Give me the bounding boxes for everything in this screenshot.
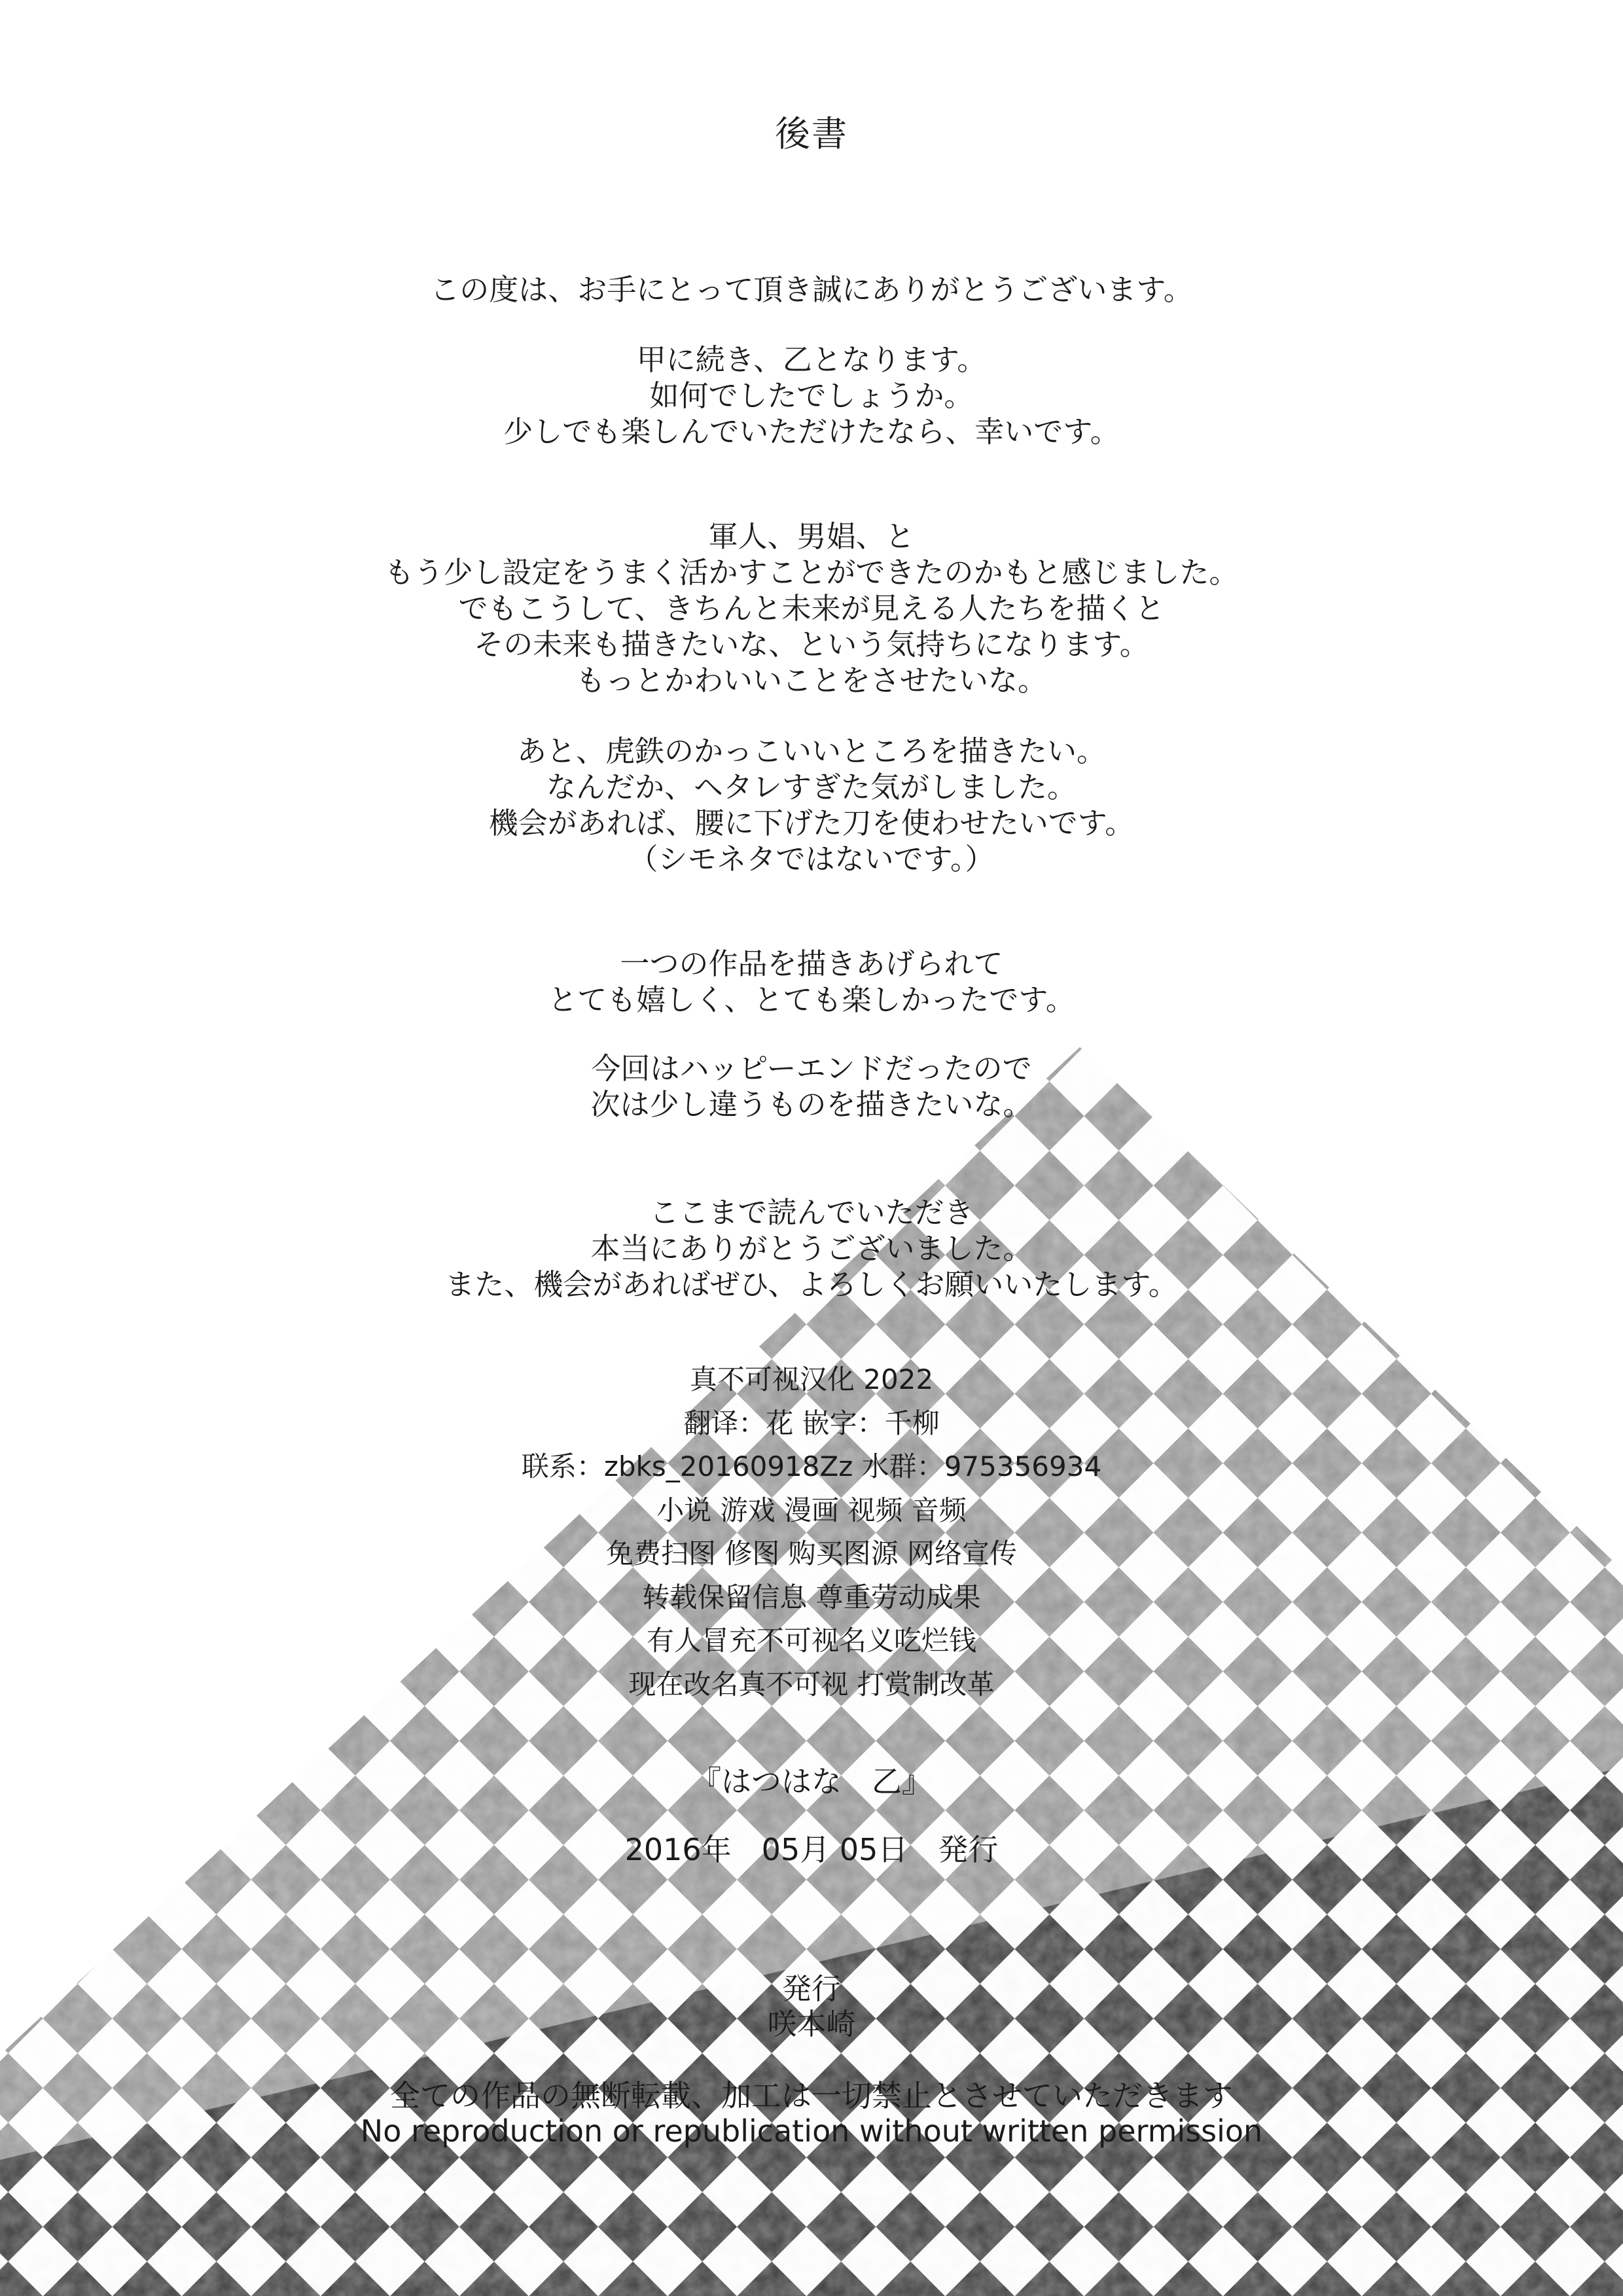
paragraph-thanks <box>0 1194 1623 1302</box>
text-line: なんだか、ヘタレすぎた気がしました。 <box>546 770 1077 804</box>
text-line: 機会があれば、腰に下げた刀を使わせたいです。 <box>488 806 1135 840</box>
text-line: その未来も描きたいな、という気持ちになります。 <box>474 627 1149 662</box>
publisher-name: 咲本崎 <box>767 2007 856 2041</box>
credit-line: 小说 游戏 漫画 视频 音频 <box>656 1494 967 1526</box>
text-line: もっとかわいいことをさせたいな。 <box>575 663 1047 698</box>
text-line: 少しでも楽しんでいただけたなら、幸いです。 <box>503 414 1120 449</box>
text-line: もう少し設定をうまく活かすことができたのかもと感じました。 <box>384 555 1239 590</box>
text-line: 次は少し違うものを描きたいな。 <box>590 1087 1033 1122</box>
translation-credits <box>0 1358 1623 1706</box>
publisher-label: 発行 <box>781 1971 841 2006</box>
text-line: 一つの作品を描きあげられて <box>620 946 1003 981</box>
text-line: 如何でしたでしょうか。 <box>649 378 974 413</box>
copyright-notice <box>0 2078 1623 2149</box>
text-line: でもこうして、きちんと未来が見える人たちを描くと <box>458 591 1165 626</box>
credit-line: 联系：zbks_20160918Zz 水群：975356934 <box>521 1450 1102 1482</box>
notice-japanese: 全ての作品の無断転載、加工は一切禁止とさせていただきます <box>390 2078 1233 2113</box>
paragraph-next <box>0 1050 1623 1122</box>
text-line: また、機会があればぜひ、よろしくお願いいたします。 <box>445 1267 1178 1302</box>
text-line: 軍人、男娼、と <box>708 519 915 554</box>
text-line: （シモネタではないです。） <box>628 842 995 876</box>
credit-line: 免费扫图 修图 购买图源 网络宣传 <box>605 1537 1018 1570</box>
text-line: とても嬉しく、とても楽しかったです。 <box>548 982 1075 1017</box>
credit-line: 有人冒充不可视名义吃烂钱 <box>646 1624 976 1657</box>
text-line: ここまで読んでいただき <box>649 1195 974 1230</box>
credit-line: 现在改名真不可视 打赏制改革 <box>628 1668 995 1700</box>
text-line: 本当にありがとうございました。 <box>590 1231 1033 1266</box>
text-line: あと、虎鉄のかっこいいところを描きたい。 <box>516 734 1106 768</box>
paragraph-kotetsu <box>0 733 1623 877</box>
paragraph-finished <box>0 946 1623 1018</box>
publisher-block <box>0 1971 1623 2042</box>
text-line: 甲に続き、乙となります。 <box>636 342 987 377</box>
notice-english: No reproduction or republication without written permission <box>360 2113 1263 2149</box>
credit-line: 翻译：花 嵌字：千柳 <box>683 1407 940 1439</box>
book-title: 『はつはな 乙』 <box>691 1764 932 1799</box>
text-line: 今回はハッピーエンドだったので <box>591 1051 1032 1086</box>
publication-date: 2016年 05月 05日 発行 <box>624 1832 999 1867</box>
credit-line: 转载保留信息 尊重劳动成果 <box>642 1581 981 1613</box>
text-line: この度は、お手にとって頂き誠にありがとうございます。 <box>430 272 1193 307</box>
paragraph-sequel <box>0 342 1623 450</box>
paragraph-setting <box>0 518 1623 698</box>
credit-line: 真不可视汉化 2022 <box>689 1363 934 1395</box>
page-title: 後書 <box>775 113 848 154</box>
paragraph-greeting <box>0 272 1623 308</box>
